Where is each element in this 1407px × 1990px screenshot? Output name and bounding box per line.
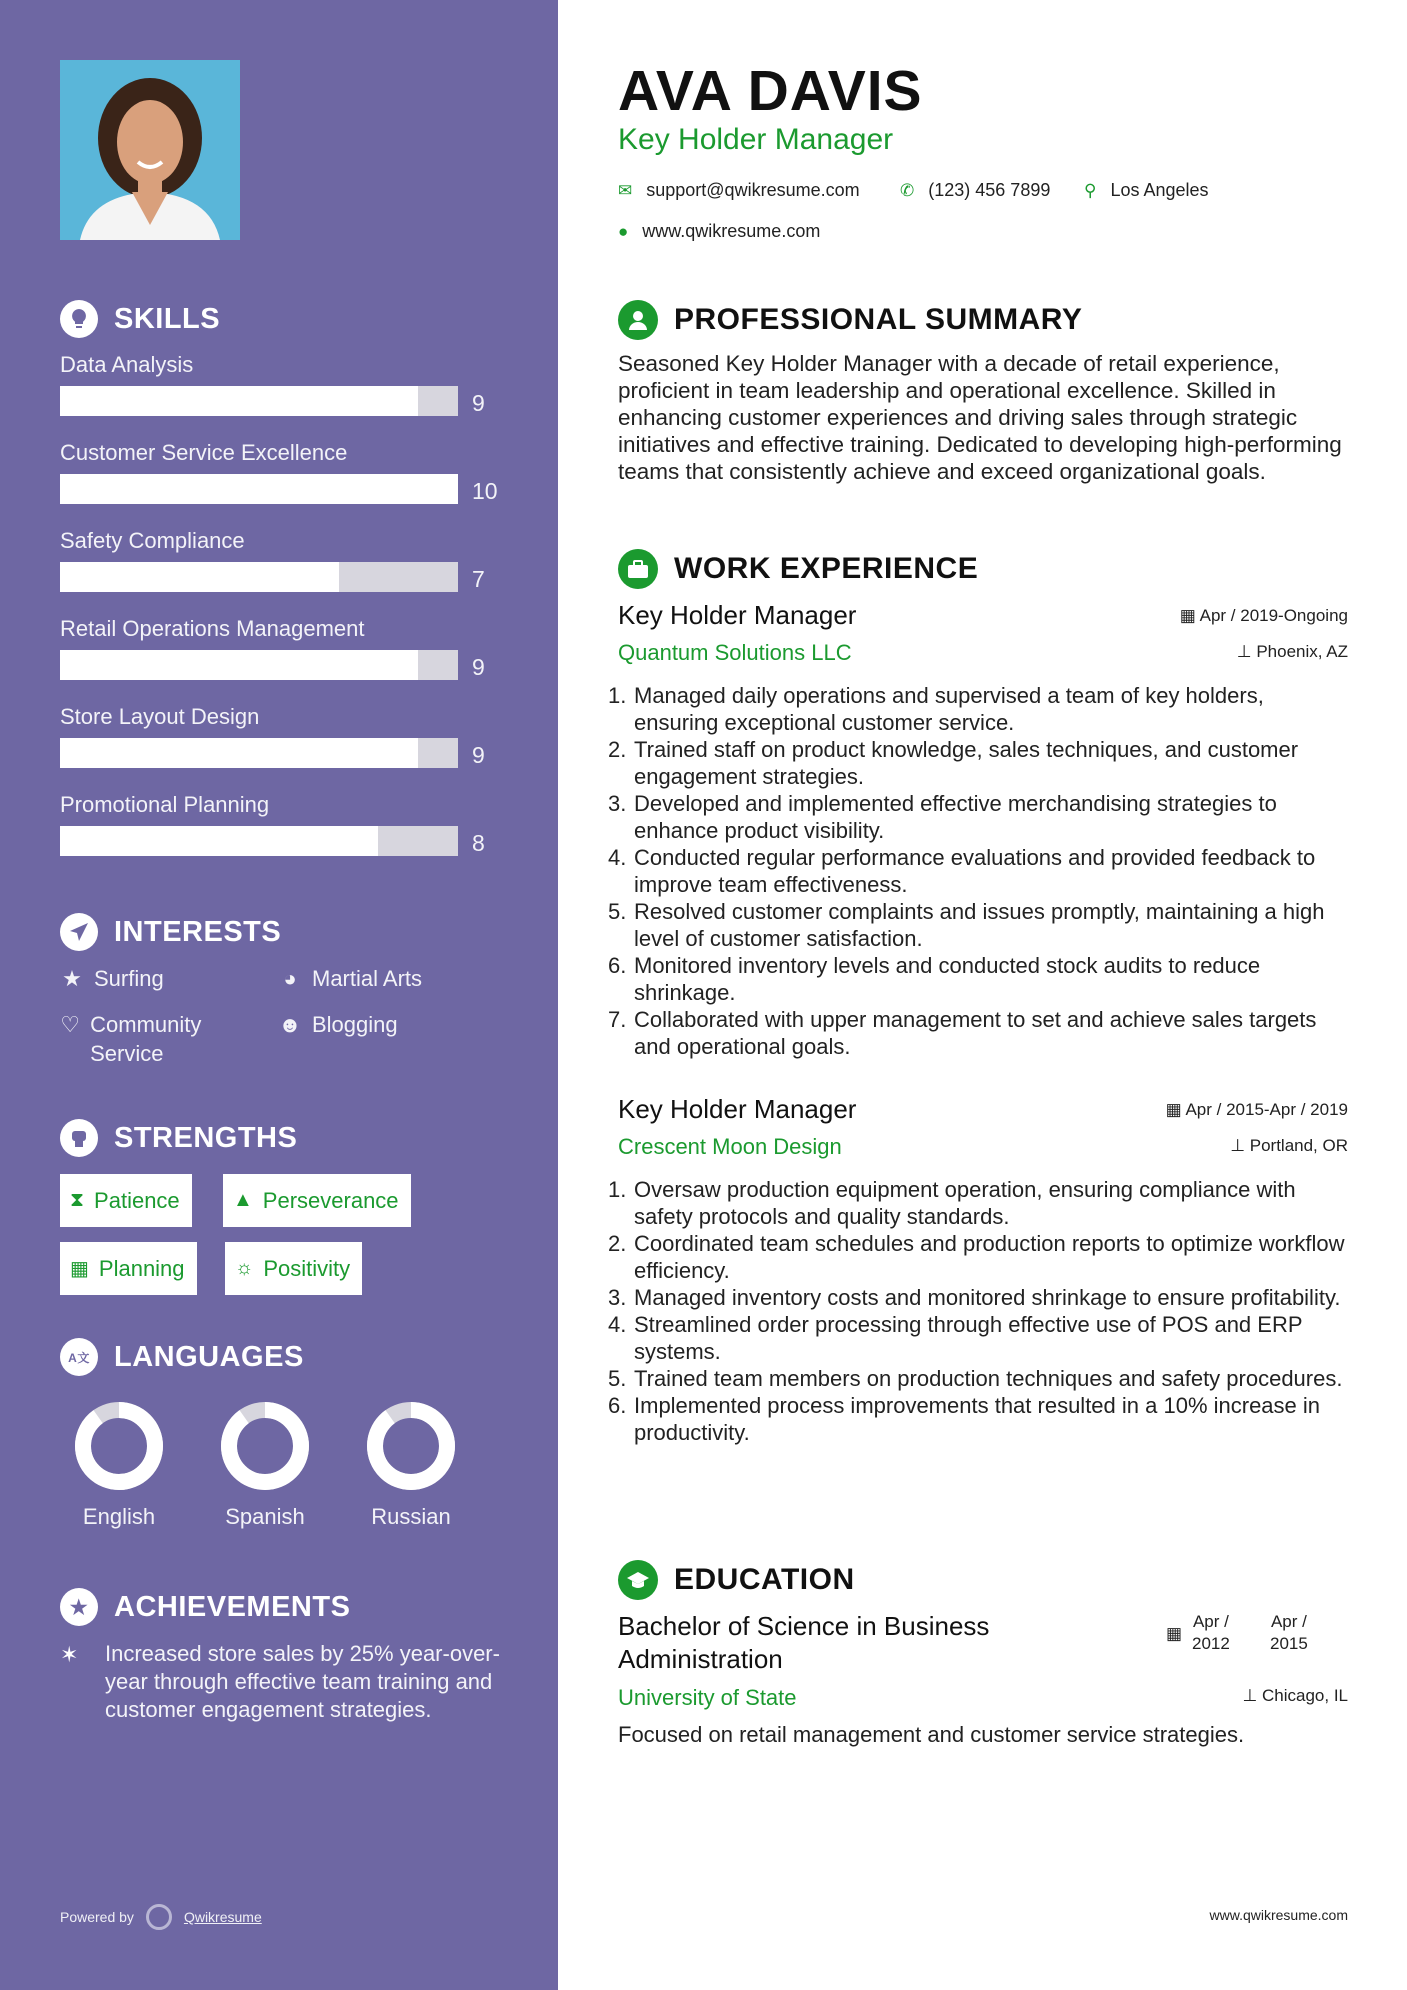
language-label: English [82,1504,156,1529]
phone-icon: ✆ [900,180,915,200]
star-badge-icon: ★ [60,1588,98,1626]
job-date-text: Apr / 2019-Ongoing [1199,606,1348,625]
phone-text: (123) 456 7899 [928,180,1051,200]
duty-number: 4. [608,845,627,870]
education-end-month: Apr / [1270,1612,1307,1631]
skill-item [60,528,510,592]
job-duty-item [608,1006,1348,1060]
skills-heading-label: SKILLS [114,302,221,335]
job-entry-1 [608,600,1348,1059]
job-duties-list [608,682,1348,1060]
globe-icon: ◕ [283,966,297,991]
education-heading [618,1560,855,1600]
skill-bar [60,738,458,768]
summary-heading-label: PROFESSIONAL SUMMARY [674,303,1083,336]
main-content [558,0,1407,1990]
skill-name: Data Analysis [60,352,194,377]
sun-icon: ☼ [235,1257,254,1279]
skill-item [60,440,510,504]
summary-heading [618,300,1082,340]
duty-number: 2. [608,1231,627,1256]
skill-item [60,616,510,680]
calendar-icon: ▦ [1165,1100,1186,1119]
duty-text: Monitored inventory levels and conducted stock audits to reduce shrinkage. [634,953,1261,1005]
duty-number: 2. [608,737,627,762]
job-title: Key Holder Manager [618,600,857,630]
calendar-icon: ▦ [70,1258,89,1280]
duty-text: Conducted regular performance evaluations and provided feedback to improve team effectiveness. [634,845,1316,897]
job-date [1166,1100,1348,1120]
achievements-heading [60,1588,350,1626]
duty-text: Collaborated with upper management to set and achieve sales targets and operational goals. [634,1007,1317,1059]
language-level-gauge [221,1402,309,1490]
paper-plane-icon [60,913,98,951]
skill-bar [60,474,458,504]
road-icon: ▲ [233,1189,253,1211]
interests-heading-label: INTERESTS [114,915,282,948]
pin-icon: ⊥ [1230,1136,1250,1155]
interest-item-martial-arts [278,964,422,993]
languages-heading [60,1338,304,1376]
graduation-cap-icon [618,1560,658,1600]
lightbulb-icon [60,300,98,338]
job-duty-item [608,844,1348,898]
job-duty-item [608,1365,1348,1392]
strengths-heading-label: STRENGTHS [114,1121,298,1154]
education-start-month: Apr / [1192,1612,1229,1631]
interest-item-surfing [60,964,164,993]
achievement-text: Increased store sales by 25% year-over-year through effective team training and customer engagement strategies. [105,1641,500,1722]
job-duty-item [608,952,1348,1006]
job-duty-item [608,1311,1348,1365]
strength-label: Positivity [263,1255,351,1281]
duty-number: 5. [608,1366,627,1391]
job-duties-list [608,1176,1348,1446]
skill-item [60,704,510,768]
skill-bar [60,386,458,416]
job-date [1180,606,1348,626]
education-description: Focused on retail management and customer service strategies. [618,1722,1245,1747]
pin-icon: ⊥ [1236,642,1257,661]
duty-number: 1. [608,1177,627,1202]
qwikresume-logo-icon [146,1904,172,1930]
skill-bar [60,650,458,680]
skill-item [60,352,510,416]
qwikresume-link[interactable]: Qwikresume [183,1909,262,1925]
education-degree: Bachelor of Science in Business Administration [618,1611,990,1674]
education-location-text: Chicago, IL [1262,1686,1348,1705]
hourglass-icon: ⧗ [70,1189,85,1211]
job-location [1230,1136,1348,1156]
language-item [64,1402,174,1530]
website-text: www.qwikresume.com [642,221,821,241]
globe-icon: ● [618,221,629,241]
fist-icon [60,1119,98,1157]
star-icon: ✶ [60,1642,79,1667]
duty-text: Implemented process improvements that resulted in a 10% increase in productivity. [634,1393,1321,1445]
language-level-gauge [367,1402,455,1490]
language-icon: A文 [60,1338,98,1376]
strength-label: Patience [94,1187,180,1213]
duty-text: Managed daily operations and supervised a team of key holders, ensuring exceptional customer service. [634,683,1264,735]
powered-by-label: Powered by [60,1909,134,1925]
skills-heading [60,300,220,338]
education-start-year: 2012 [1192,1634,1230,1653]
candidate-title: Key Holder Manager [618,123,894,156]
languages-heading-label: LANGUAGES [114,1340,304,1373]
calendar-icon: ▦ [1166,1624,1183,1643]
strength-label: Planning [98,1255,185,1281]
contact-email[interactable] [618,180,860,201]
contact-location [1084,180,1209,201]
duty-number: 1. [608,683,627,708]
job-location [1237,642,1348,662]
job-duty-item [608,1392,1348,1446]
skill-name: Store Layout Design [60,704,260,729]
users-icon: ☻ [278,1012,302,1037]
education-end-year: 2015 [1270,1634,1308,1653]
skill-name: Safety Compliance [60,528,245,553]
education-heading-label: EDUCATION [674,1563,855,1596]
footer-website-link[interactable]: www.qwikresume.com [1209,1907,1348,1923]
duty-text: Coordinated team schedules and production reports to optimize workflow efficiency. [634,1231,1345,1283]
hand-icon: ♡ [60,1012,80,1037]
strength-badge-positivity [225,1242,362,1295]
user-icon [618,300,658,340]
job-company: Crescent Moon Design [618,1134,842,1159]
duty-text: Managed inventory costs and monitored shrinkage to ensure profitability. [634,1285,1341,1310]
duty-text: Developed and implemented effective merchandising strategies to enhance product visibility. [634,791,1277,843]
skill-bar-fill [60,826,378,856]
job-duty-item [608,898,1348,952]
skill-value: 10 [472,478,498,504]
strengths-heading [60,1119,297,1157]
work-experience-heading [618,549,978,589]
email-text: support@qwikresume.com [646,180,860,200]
skill-bar [60,562,458,592]
powered-by [60,1904,262,1930]
contact-website[interactable] [618,221,820,242]
language-label: Russian [371,1504,451,1529]
language-item [210,1402,320,1530]
job-date-text: Apr / 2015-Apr / 2019 [1185,1100,1348,1119]
education-end-date [1270,1611,1308,1655]
duty-number: 4. [608,1312,627,1337]
duty-number: 7. [608,1007,627,1032]
map-marker-icon: ⚲ [1084,180,1097,200]
skill-value: 7 [472,566,485,592]
interests-heading [60,913,281,951]
skill-name: Customer Service Excellence [60,440,348,465]
skill-bar-fill [60,386,418,416]
language-item [356,1402,466,1530]
calendar-icon: ▦ [1179,606,1200,625]
duty-text: Oversaw production equipment operation, ensuring compliance with safety protocols and quality standards. [634,1177,1296,1229]
candidate-name: AVA DAVIS [618,59,923,123]
interest-label: Blogging [312,1012,398,1037]
skill-bar-fill [60,562,339,592]
language-label: Spanish [225,1504,305,1529]
profile-photo [60,60,240,240]
star-icon: ★ [62,966,82,991]
skill-bar-fill [60,650,418,680]
summary-text: Seasoned Key Holder Manager with a decade of retail experience, proficient in team leadership and operational excellence. Skilled in enhancing customer experiences and driving sales through strategic initiatives and effective training. Dedicated to developing high-performing teams that consistently achieve and exceed organizational goals. [618,351,1342,484]
location-text: Los Angeles [1110,180,1209,200]
profile-photo-image [60,60,240,240]
achievements-heading-label: ACHIEVEMENTS [114,1590,351,1623]
skill-bar-fill [60,474,458,504]
skill-value: 9 [472,654,485,680]
job-title: Key Holder Manager [618,1094,857,1124]
education-start-date [1192,1611,1230,1655]
skill-name: Retail Operations Management [60,616,365,641]
job-location-text: Phoenix, AZ [1256,642,1348,661]
job-duty-item [608,1284,1348,1311]
contact-phone[interactable] [900,180,1050,201]
job-location-text: Portland, OR [1249,1136,1348,1155]
duty-text: Trained staff on product knowledge, sales techniques, and customer engagement strategies. [634,737,1299,789]
job-duty-item [608,1176,1348,1230]
skill-value: 8 [472,830,485,856]
job-duty-item [608,1230,1348,1284]
duty-text: Streamlined order processing through effective use of POS and ERP systems. [634,1312,1303,1364]
job-company: Quantum Solutions LLC [618,640,852,665]
job-duty-item [608,790,1348,844]
strength-badge-patience [60,1174,192,1227]
strength-label: Perseverance [262,1187,399,1213]
duty-number: 3. [608,1285,627,1310]
strength-badge-planning [60,1242,197,1295]
skill-value: 9 [472,390,485,416]
language-level-gauge [75,1402,163,1490]
duty-number: 5. [608,899,627,924]
skill-value: 9 [472,742,485,768]
skill-item [60,792,510,856]
duty-text: Trained team members on production techniques and safety procedures. [634,1366,1343,1391]
skill-bar [60,826,458,856]
duty-text: Resolved customer complaints and issues promptly, maintaining a high level of customer satisfaction. [634,899,1325,951]
pin-icon: ⊥ [1242,1686,1262,1705]
skill-name: Promotional Planning [60,792,270,817]
duty-number: 3. [608,791,627,816]
skill-bar-fill [60,738,418,768]
job-duty-item [608,682,1348,736]
sidebar [0,0,558,1990]
job-duty-item [608,736,1348,790]
interest-label: Surfing [94,966,164,991]
envelope-icon: ✉ [618,180,633,200]
interest-label: Martial Arts [312,966,423,991]
interest-item-blogging [278,1010,398,1039]
duty-number: 6. [608,1393,627,1418]
work-experience-heading-label: WORK EXPERIENCE [674,552,979,585]
strength-badge-perseverance [223,1174,411,1227]
duty-number: 6. [608,953,627,978]
interest-label: Community Service [90,1012,202,1066]
education-school: University of State [618,1685,797,1710]
interest-item-community-service [60,1010,250,1068]
job-entry-2 [608,1094,1348,1445]
education-location [1242,1686,1348,1706]
briefcase-icon [618,549,658,589]
